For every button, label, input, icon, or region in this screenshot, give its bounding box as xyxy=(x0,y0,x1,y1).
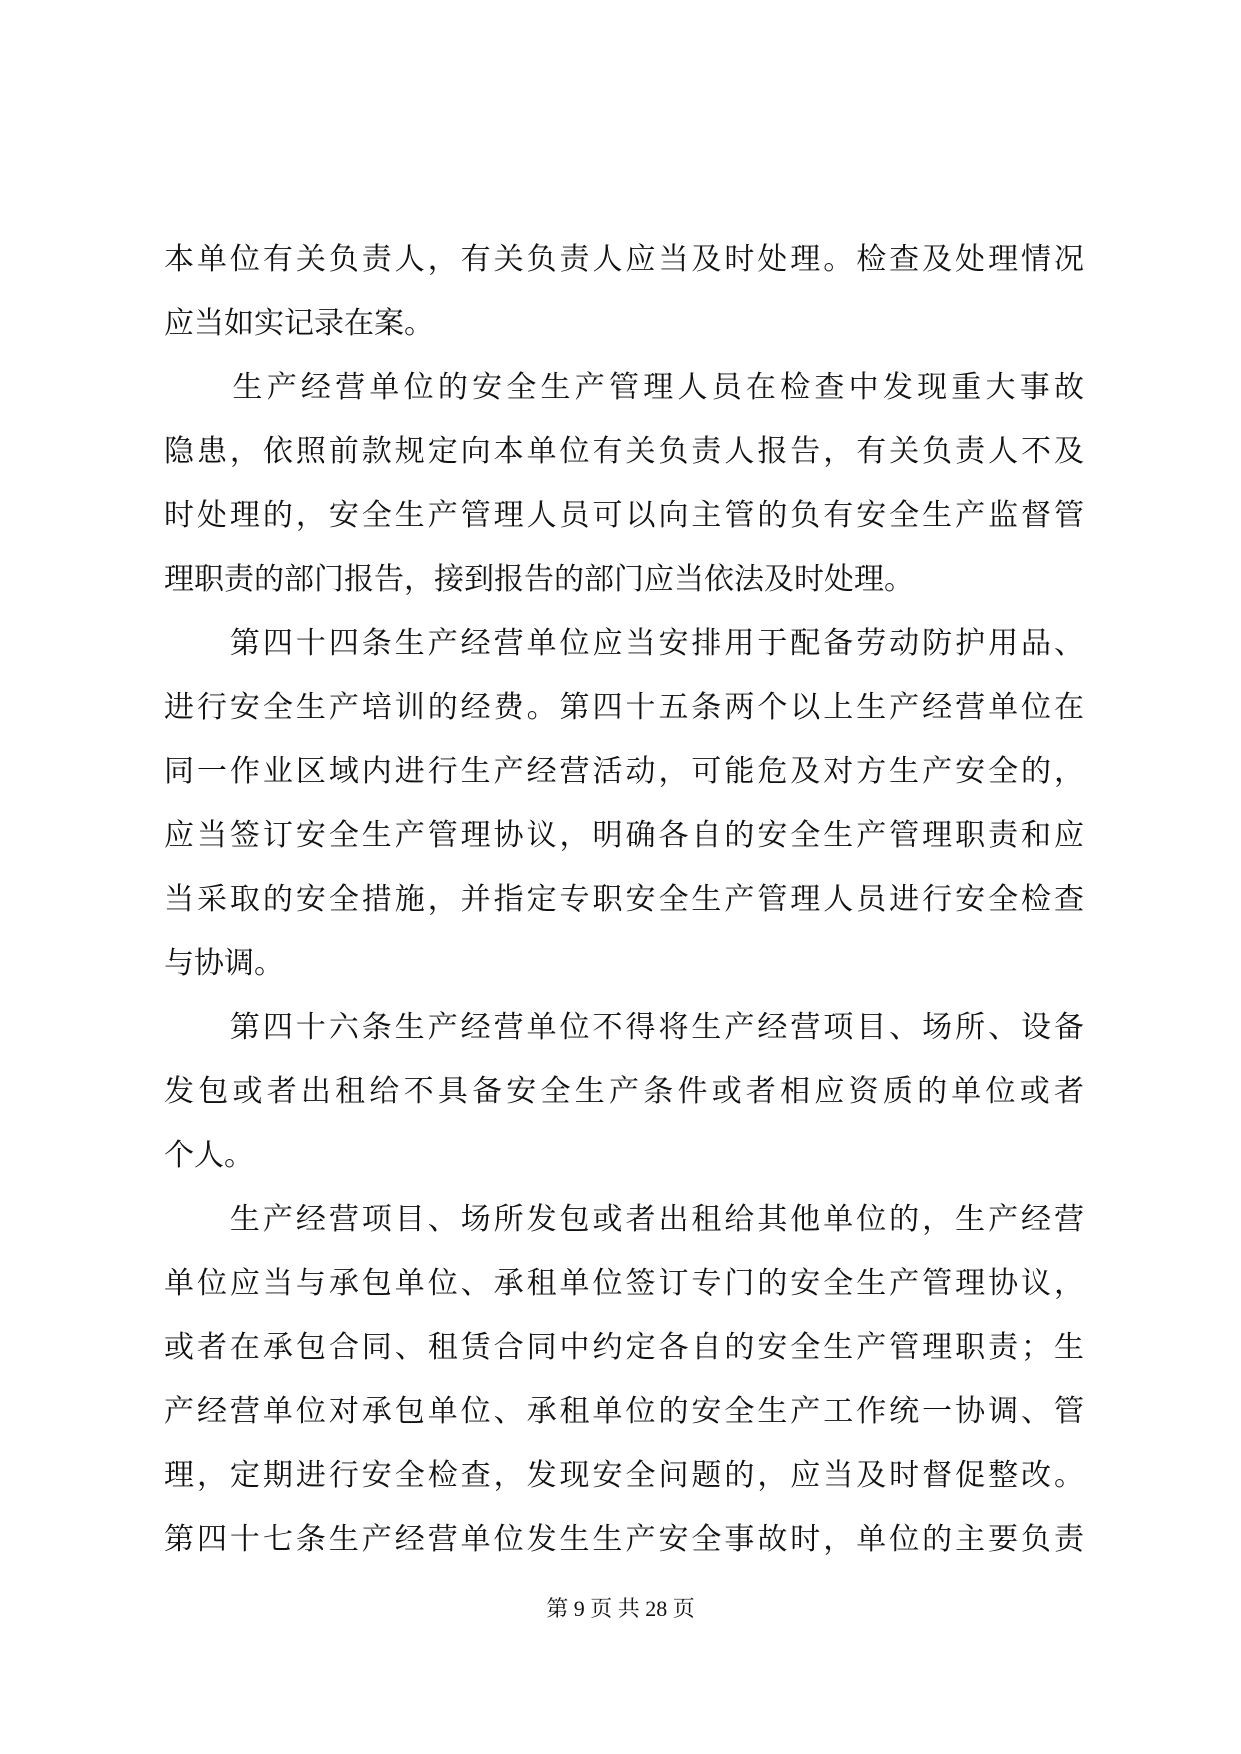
text-line: 与协调。 xyxy=(164,946,284,981)
text-line: 同一作业区域内进行生产经营活动，可能危及对方生产安全的， xyxy=(164,754,1084,789)
text-line: 生产经营单位的安全生产管理人员在检查中发现重大事故 xyxy=(164,370,1084,405)
text-line: 第四十四条生产经营单位应当安排用于配备劳动防护用品、 xyxy=(164,626,1084,661)
text-line: 第四十七条生产经营单位发生生产安全事故时，单位的主要负责 xyxy=(164,1522,1084,1557)
text-line: 产经营单位对承包单位、承租单位的安全生产工作统一协调、管 xyxy=(164,1394,1084,1429)
text-line: 或者在承包合同、租赁合同中约定各自的安全生产管理职责；生 xyxy=(164,1330,1084,1365)
text-line: 个人。 xyxy=(164,1138,254,1173)
text-line: 时处理的，安全生产管理人员可以向主管的负有安全生产监督管 xyxy=(164,498,1084,533)
body-text xyxy=(164,228,1084,1572)
text-line: 应当签订安全生产管理协议，明确各自的安全生产管理职责和应 xyxy=(164,818,1084,853)
text-line: 单位应当与承包单位、承租单位签订专门的安全生产管理协议， xyxy=(164,1266,1084,1301)
text-line: 进行安全生产培训的经费。第四十五条两个以上生产经营单位在 xyxy=(164,690,1084,725)
text-line: 应当如实记录在案。 xyxy=(164,306,434,341)
text-line: 生产经营项目、场所发包或者出租给其他单位的，生产经营 xyxy=(164,1202,1084,1237)
text-line: 隐患，依照前款规定向本单位有关负责人报告，有关负责人不及 xyxy=(164,434,1084,469)
text-line: 理，定期进行安全检查，发现安全问题的，应当及时督促整改。 xyxy=(164,1458,1084,1493)
text-line: 第四十六条生产经营单位不得将生产经营项目、场所、设备 xyxy=(164,1010,1084,1045)
text-line: 发包或者出租给不具备安全生产条件或者相应资质的单位或者 xyxy=(164,1074,1084,1109)
text-line: 理职责的部门报告，接到报告的部门应当依法及时处理。 xyxy=(164,562,914,597)
text-line: 当采取的安全措施，并指定专职安全生产管理人员进行安全检查 xyxy=(164,882,1084,917)
text-line: 本单位有关负责人，有关负责人应当及时处理。检查及处理情况 xyxy=(164,242,1084,277)
page-footer: 第 9 页 共 28 页 xyxy=(546,1596,695,1621)
